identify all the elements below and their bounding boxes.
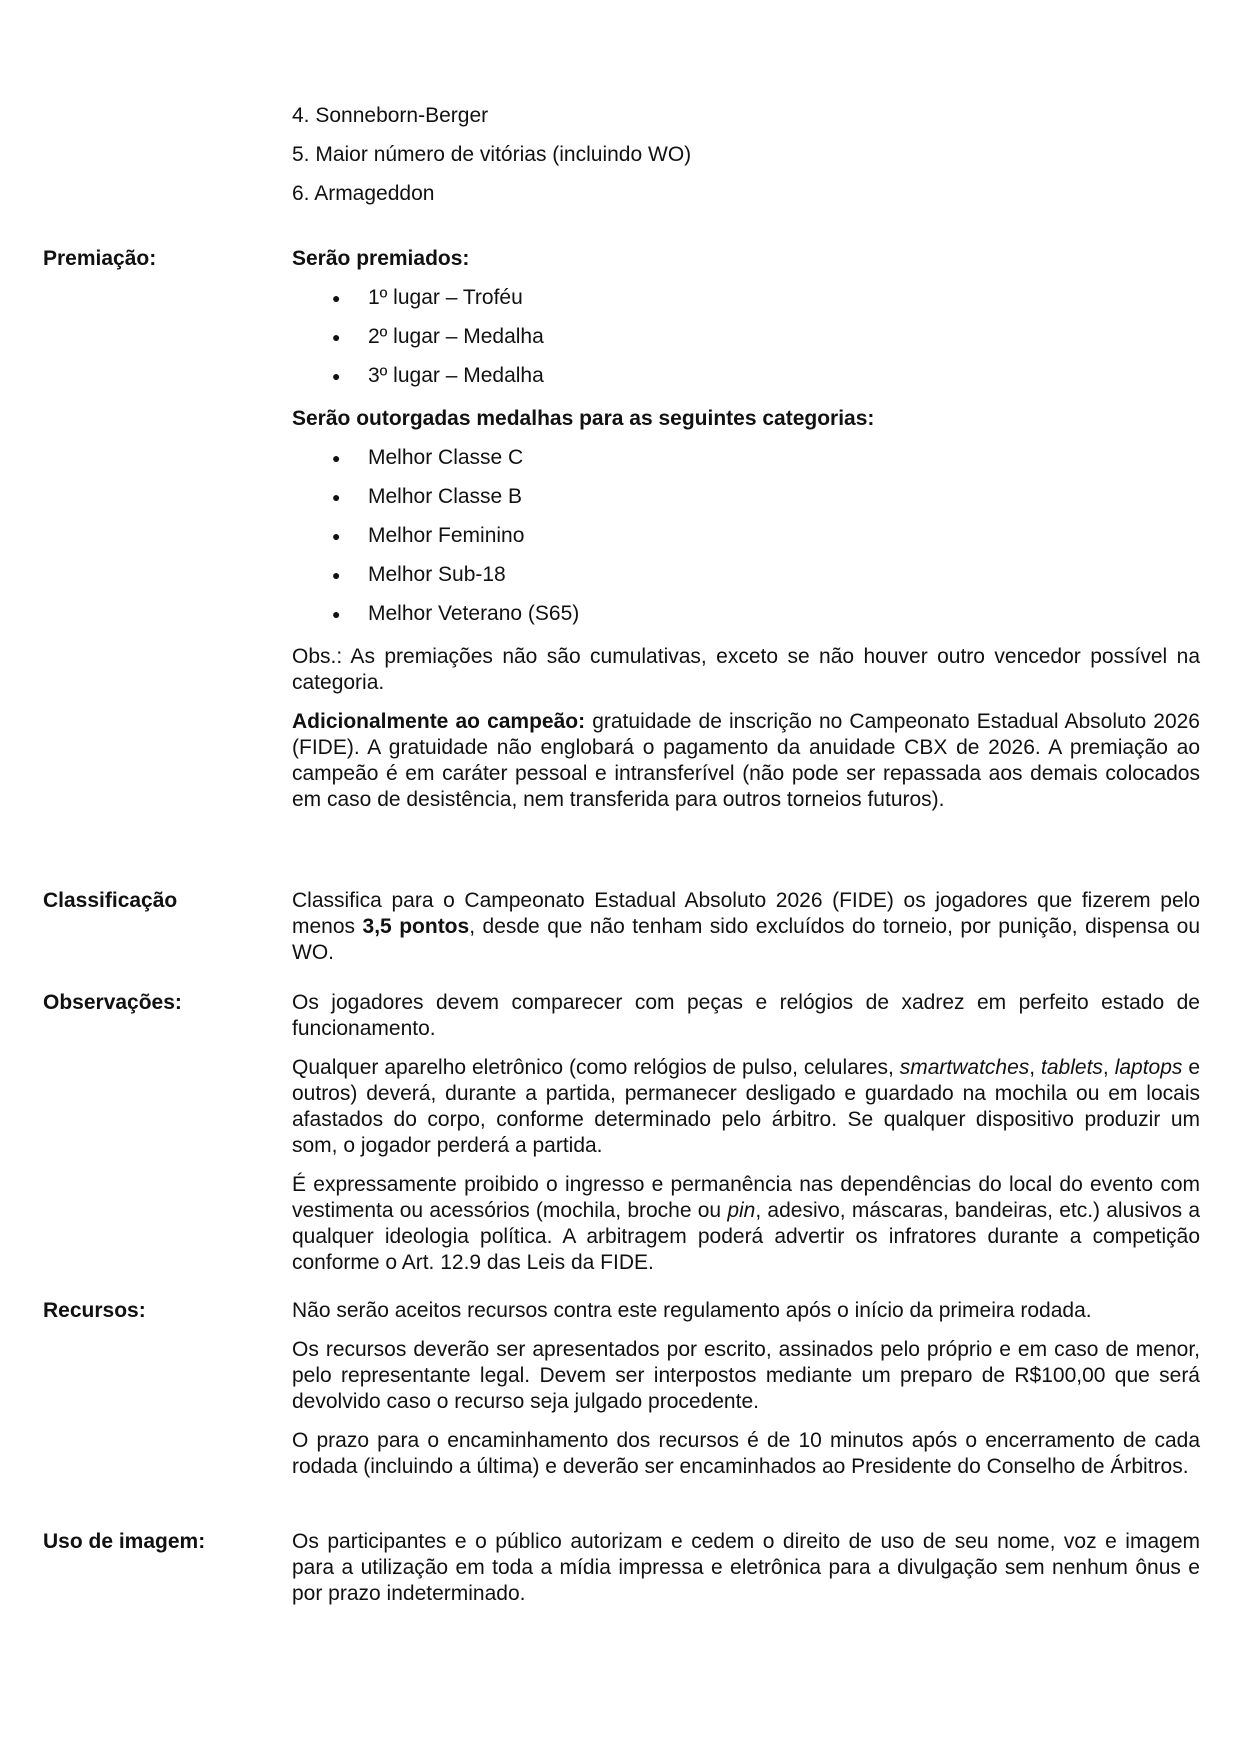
prizes-heading: Serão premiados: — [292, 247, 470, 270]
section-content — [292, 990, 1200, 1289]
section-label: Premiação: — [43, 247, 157, 270]
classification-paragraph: Classifica para o Campeonato Estadual Absoluto 2026 (FIDE) os jogadores que fizerem pelo menos 3,5 pontos, desde que não tenham sido excluídos do torneio, por punição, dispensa ou WO. — [292, 889, 1201, 964]
list-item: 4. Sonneborn-Berger — [292, 104, 489, 127]
appeals-paragraph: Os recursos deverão ser apresentados por escrito, assinados pelo próprio e em caso de menor, pelo representante legal. Devem ser interpostos mediante um preparo de R$100,00 que será devolvido caso o recurso seja julgado procedente. — [292, 1338, 1200, 1413]
bullet-icon: ● — [332, 489, 341, 505]
appeals-paragraph: O prazo para o encaminhamento dos recursos é de 10 minutos após o encerramento de cada rodada (incluindo a última) e deverão ser encaminhados ao Presidente do Conselho de Árbitros. — [292, 1429, 1200, 1478]
section-content — [292, 1529, 1200, 1620]
prizes-list — [292, 285, 1200, 389]
list-item: ● Melhor Veterano (S65) — [332, 602, 580, 625]
list-item: ● 3º lugar – Medalha — [332, 364, 544, 387]
tiebreak-list — [292, 103, 691, 220]
section-label: Observações: — [43, 991, 182, 1014]
section-label: Recursos: — [43, 1299, 146, 1322]
bullet-icon: ● — [332, 528, 341, 544]
list-item: ● Melhor Classe B — [332, 485, 523, 508]
list-item: ● 2º lugar – Medalha — [332, 325, 544, 348]
bullet-icon: ● — [332, 606, 341, 622]
list-item: ● Melhor Sub-18 — [332, 563, 506, 586]
list-item: ● Melhor Classe C — [332, 446, 524, 469]
section-label: Classificação — [43, 889, 178, 912]
section-content — [292, 246, 1200, 826]
list-item: 5. Maior número de vitórias (incluindo WO) — [292, 143, 692, 166]
section-content — [292, 888, 1200, 979]
bullet-icon: ● — [332, 329, 341, 345]
bullet-icon: ● — [332, 450, 341, 466]
image-rights-paragraph: Os participantes e o público autorizam e cedem o direito de uso de seu nome, voz e imagem para a utilização em toda a mídia impressa e eletrônica para a divulgação sem nenhum ônus e por prazo indeterminado. — [292, 1530, 1200, 1605]
categories-list — [292, 445, 1200, 627]
section-label: Uso de imagem: — [43, 1530, 206, 1553]
bullet-icon: ● — [332, 567, 341, 583]
categories-heading: Serão outorgadas medalhas para as seguintes categorias: — [292, 407, 875, 430]
obs-paragraph: Obs.: As premiações não são cumulativas, exceto se não houver outro vencedor possível na categoria. — [292, 645, 1200, 694]
bullet-icon: ● — [332, 290, 341, 306]
list-item: ● 1º lugar – Troféu — [332, 286, 523, 309]
political-paragraph: É expressamente proibido o ingresso e permanência nas dependências do local do evento com vestimenta ou acessórios (mochila, broche ou pin, adesivo, máscaras, bandeiras, etc.) alusivos a qualquer ideologia política. A arbitragem poderá advertir os infratores durante a competição conforme o Art. 12.9 das Leis da FIDE. — [292, 1173, 1201, 1274]
list-item: ● Melhor Feminino — [332, 524, 525, 547]
list-item: 6. Armageddon — [292, 182, 435, 205]
electronics-paragraph: Qualquer aparelho eletrônico (como relógios de pulso, celulares, smartwatches, tablets, laptops e outros) deverá, durante a partida, permanecer desligado e guardado na mochila ou em locais afastados do corpo, conforme determinado pelo árbitro. Se qualquer dispositivo produzir um som, o jogador perderá a partida. — [292, 1056, 1201, 1157]
section-content — [292, 1298, 1200, 1493]
appeals-paragraph: Não serão aceitos recursos contra este regulamento após o início da primeira rodada. — [292, 1299, 1092, 1322]
equipment-paragraph: Os jogadores devem comparecer com peças e relógios de xadrez em perfeito estado de funcionamento. — [292, 991, 1200, 1040]
additional-paragraph: Adicionalmente ao campeão: gratuidade de inscrição no Campeonato Estadual Absoluto 2026 (FIDE). A gratuidade não englobará o pagamento da anuidade CBX de 2026. A premiação ao campeão é em caráter pessoal e intransferível (não pode ser repassada aos demais colocados em caso de desistência, nem transferida para outros torneios futuros). — [292, 710, 1200, 811]
bullet-icon: ● — [332, 368, 341, 384]
